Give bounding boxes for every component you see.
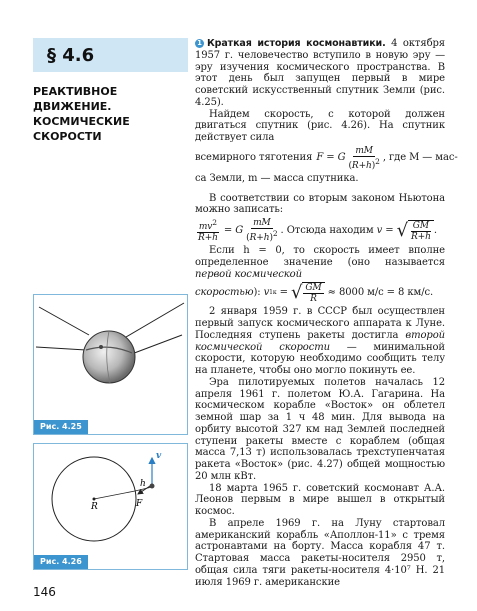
section-title-line: КОСМИЧЕСКИЕ [33, 115, 130, 128]
page-number: 146 [33, 585, 56, 599]
figure-sputnik [33, 294, 188, 435]
italic-term: скоростью [195, 287, 254, 299]
formula-mid-text: . Отсюда находим [280, 224, 374, 236]
paragraph: Эра пилотируемых полетов началась 12 апреля 1961 г. полетом Ю.А. Гагарина. На космическом корабле «Восток» он облетел земной шар за 1 ч 48 мин. Для вывода на орбиту высотой 327 км над Землей последней ступени ракеты вместе с кораблем (общая масса 7,13 т) использовалась трехступенчатая ракета «Восток» (рис. 4.27) общей мощностью 20 млн кВт. [195, 376, 445, 482]
formula-gravity: всемирного тяготения F = G $\frac{mM}{(R+h)^2}$ , где M — мас- [195, 145, 458, 171]
main-text [195, 38, 458, 588]
sputnik-illustration [34, 295, 187, 434]
figure-caption: Рис. 4.25 [34, 420, 88, 434]
italic-term: первой космической [195, 268, 302, 280]
paragraph: В апреле 1969 г. на Луну стартовал американский корабль «Аполлон-11» с тремя астронавтами на борту. Масса корабля 47 т. Стартовая масса ракеты-носителя 2950 т, общая сила тяги ракеты-носителя 4·10⁷ Н. 21 июля 1969 г. американские [195, 517, 445, 588]
italic-term: второй космической скорости [195, 329, 445, 353]
subsection-heading: Краткая история космонавтики. [207, 38, 386, 49]
velocity-label: v [156, 451, 162, 461]
paragraph-intro [195, 38, 445, 109]
height-label: h [140, 479, 146, 489]
numbered-bullet: 1 [195, 39, 204, 48]
figure-orbit [33, 443, 188, 570]
force-label: F [136, 499, 143, 509]
formula-tail-text: , где M — мас- [382, 152, 458, 164]
paragraph: са Земли, m — масса спутника. [195, 172, 359, 184]
paragraph [195, 245, 445, 280]
formula-lead-text: всемирного тяготения [195, 152, 313, 164]
paragraph: 18 марта 1965 г. советский космонавт А.А. Леонов первым в мире вышел в открытый космос. [195, 482, 445, 517]
paragraph-text: — минимальной скорости, которую необходимо сообщить телу на планете, чтобы оно могло покинуть ее. [195, 341, 445, 376]
paragraph: В соответствии со вторым законом Ньютона можно записать: [195, 192, 445, 216]
paragraph-text: 2 января 1959 г. в СССР был осуществлен первый запуск космического аппарата к Луне. Последняя ступень ракеты достигла [195, 306, 445, 341]
paragraph-text: Если h = 0, то скорость имеет вполне определенное значение (оно называется [195, 245, 445, 268]
section-title [33, 84, 183, 144]
orbit-diagram [34, 444, 187, 569]
paragraph [195, 306, 445, 377]
formula-first-cosmic: скоростью ): v 1к = √ $\frac{GM}{R}$ ≈ 8000 м/с = 8 км/с. [195, 282, 434, 305]
radius-label: R [91, 502, 98, 512]
section-title-line: ДВИЖЕНИЕ. [33, 100, 112, 113]
formula-newton: $\frac{mv^2}{R+h}$ = G $\frac{mM}{(R+h)^2}$ . Отсюда находим v = √ $\frac{GM}{R+h}$ . [198, 218, 437, 243]
figure-caption: Рис. 4.26 [34, 555, 88, 569]
formula-tail-text: ≈ 8000 м/с = 8 км/с. [327, 287, 434, 299]
section-title-line: РЕАКТИВНОЕ [33, 85, 118, 98]
section-label: § 4.6 [33, 38, 188, 72]
section-title-line: СКОРОСТИ [33, 130, 102, 143]
paragraph-text: 4 октября 1957 г. человечество вступило в новую эру — эру изучения космического пространства. В этот день был запущен первый в мире советский искусственный спутник Земли (рис. 4.25). [195, 38, 446, 108]
paragraph: Найдем скорость, с которой должен двигаться спутник (рис. 4.26). На спутник действует сила [195, 108, 445, 143]
